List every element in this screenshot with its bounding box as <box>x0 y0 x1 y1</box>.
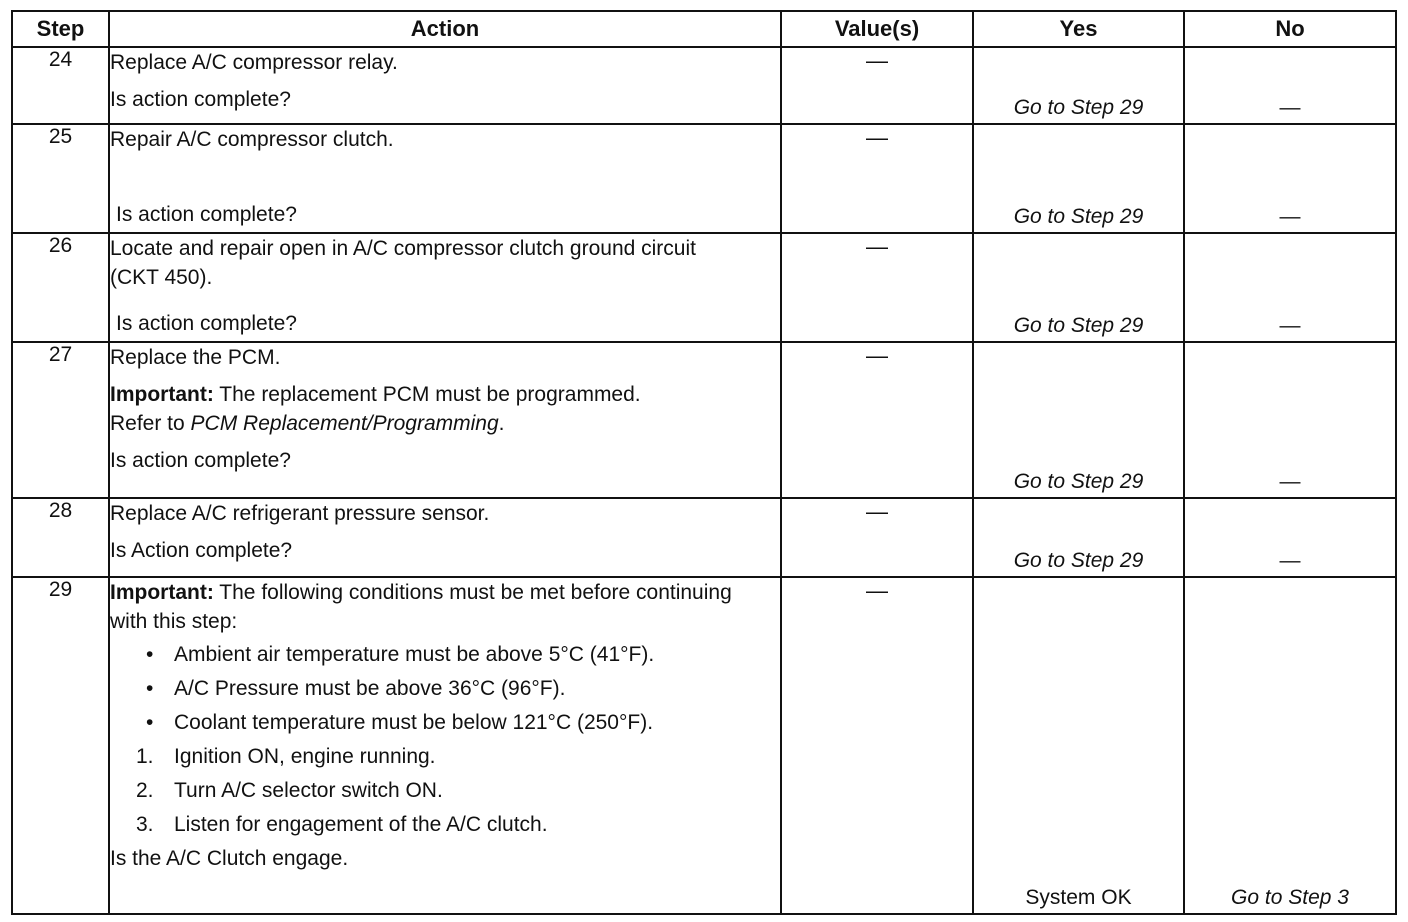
no-cell <box>1184 342 1396 498</box>
important-label: Important: <box>110 581 214 604</box>
action-text: Locate and repair open in A/C compressor clutch ground circuit (CKT 450). <box>110 237 696 289</box>
yes-result: System OK <box>1025 886 1132 909</box>
yes-goto-link[interactable]: Go to Step 29 <box>1013 470 1144 493</box>
action-question: Is action complete? <box>116 203 297 226</box>
table-row-step-25 <box>12 124 1396 233</box>
bullet-icon: • <box>146 643 154 666</box>
yes-cell <box>973 342 1184 498</box>
header-step: Step <box>12 11 109 47</box>
action-text: Replace A/C compressor relay. <box>110 51 398 74</box>
table-row-step-27 <box>12 342 1396 498</box>
table-row-step-28 <box>12 498 1396 577</box>
yes-goto-link[interactable]: Go to Step 29 <box>1013 549 1144 572</box>
header-action: Action <box>109 11 781 47</box>
step-index: 1. <box>136 745 154 768</box>
action-cell <box>109 342 781 498</box>
header-no: No <box>1184 11 1396 47</box>
no-value: — <box>1279 314 1301 337</box>
value-cell: — <box>781 498 973 577</box>
refer-suffix: . <box>498 412 505 435</box>
step-number: 27 <box>12 342 109 498</box>
yes-cell <box>973 124 1184 233</box>
condition-text: Coolant temperature must be below 121°C (250°F). <box>174 711 654 734</box>
procedure-text: Listen for engagement of the A/C clutch. <box>174 813 548 836</box>
bullet-icon: • <box>146 711 154 734</box>
action-question: Is action complete? <box>116 312 297 335</box>
procedure-step <box>110 776 780 805</box>
value-cell: — <box>781 577 973 914</box>
yes-goto-link[interactable]: Go to Step 29 <box>1013 96 1144 119</box>
action-text: Replace A/C refrigerant pressure sensor. <box>110 502 490 525</box>
header-row <box>12 11 1396 47</box>
step-number: 25 <box>12 124 109 233</box>
bullet-icon: • <box>146 677 154 700</box>
no-cell <box>1184 124 1396 233</box>
step-index: 2. <box>136 779 154 802</box>
important-text: The replacement PCM must be programmed. <box>219 383 641 406</box>
procedure-step <box>110 742 780 771</box>
refer-link[interactable]: PCM Replacement/Programming <box>190 412 499 435</box>
condition-item <box>110 674 780 703</box>
action-cell <box>109 577 781 914</box>
action-text: Replace the PCM. <box>110 346 281 369</box>
yes-goto-link[interactable]: Go to Step 29 <box>1013 205 1144 228</box>
value-cell: — <box>781 342 973 498</box>
diagnostic-table <box>11 10 1397 915</box>
yes-cell <box>973 47 1184 124</box>
value-cell: — <box>781 47 973 124</box>
no-cell <box>1184 498 1396 577</box>
no-value: — <box>1279 549 1301 572</box>
action-question: Is action complete? <box>110 449 291 472</box>
yes-cell <box>973 498 1184 577</box>
action-cell <box>109 47 781 124</box>
important-label: Important: <box>110 383 214 406</box>
yes-cell <box>973 233 1184 342</box>
step-number: 26 <box>12 233 109 342</box>
action-cell <box>109 233 781 342</box>
step-number: 28 <box>12 498 109 577</box>
condition-text: A/C Pressure must be above 36°C (96°F). <box>174 677 566 700</box>
step-number: 24 <box>12 47 109 124</box>
condition-text: Ambient air temperature must be above 5°C (41°F). <box>174 643 655 666</box>
action-text: Repair A/C compressor clutch. <box>110 128 394 151</box>
step-number: 29 <box>12 577 109 914</box>
no-cell <box>1184 47 1396 124</box>
important-text: The following conditions must be met before continuing with this step: <box>110 581 732 633</box>
no-value: — <box>1279 96 1301 119</box>
action-cell <box>109 124 781 233</box>
yes-goto-link[interactable]: Go to Step 29 <box>1013 314 1144 337</box>
header-values: Value(s) <box>781 11 973 47</box>
value-cell: — <box>781 124 973 233</box>
important-note <box>110 578 750 636</box>
condition-item <box>110 708 780 737</box>
table-row-step-26 <box>12 233 1396 342</box>
step-index: 3. <box>136 813 154 836</box>
no-value: — <box>1279 205 1301 228</box>
table-row-step-24 <box>12 47 1396 124</box>
table-row-step-29 <box>12 577 1396 914</box>
action-question: Is action complete? <box>110 88 291 111</box>
important-note <box>110 380 750 438</box>
refer-prefix: Refer to <box>110 412 185 435</box>
action-cell <box>109 498 781 577</box>
header-yes: Yes <box>973 11 1184 47</box>
procedure-text: Ignition ON, engine running. <box>174 745 436 768</box>
no-goto-link[interactable]: Go to Step 3 <box>1231 886 1349 909</box>
no-value: — <box>1279 470 1301 493</box>
action-question: Is the A/C Clutch engage. <box>110 847 349 870</box>
no-cell <box>1184 577 1396 914</box>
procedure-step <box>110 810 780 839</box>
condition-item <box>110 640 780 669</box>
yes-cell <box>973 577 1184 914</box>
value-cell: — <box>781 233 973 342</box>
procedure-text: Turn A/C selector switch ON. <box>174 779 443 802</box>
action-question: Is Action complete? <box>110 539 293 562</box>
no-cell <box>1184 233 1396 342</box>
